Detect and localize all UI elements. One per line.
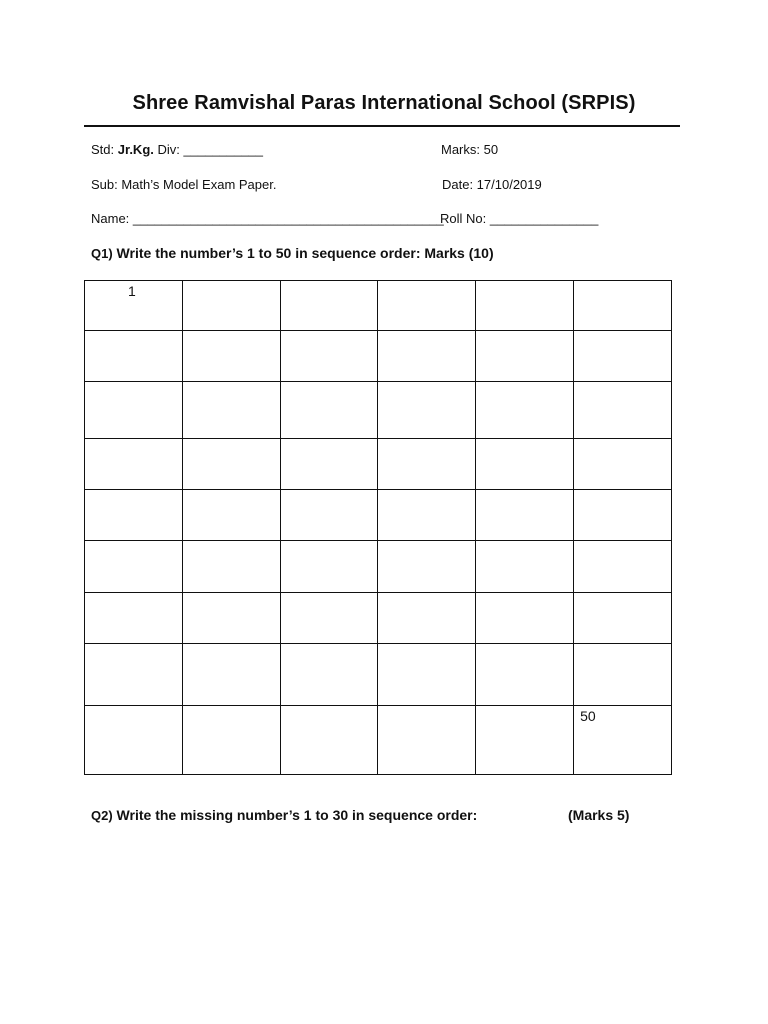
total-marks-field: Marks: 50 <box>441 142 499 157</box>
number-grid <box>84 280 672 775</box>
grid-cell[interactable] <box>280 644 378 706</box>
grid-cell[interactable] <box>182 644 280 706</box>
school-title: Shree Ramvishal Paras International School (SRPIS) <box>132 92 636 114</box>
roll-no-field: Roll No: _______________ <box>440 211 599 226</box>
grid-cell[interactable] <box>85 382 183 439</box>
question-2-number: Q2) <box>91 808 113 823</box>
grid-cell[interactable] <box>476 439 574 490</box>
grid-row <box>85 439 672 490</box>
grid-cell[interactable] <box>476 382 574 439</box>
grid-cell[interactable] <box>182 331 280 382</box>
name-field: Name: ___________________________________________ <box>91 211 444 226</box>
cell-number-first: 1 <box>128 283 136 299</box>
grid-cell[interactable] <box>574 644 672 706</box>
grid-cell[interactable] <box>280 331 378 382</box>
grid-cell[interactable] <box>182 541 280 593</box>
grid-cell[interactable] <box>85 541 183 593</box>
question-1 <box>91 245 494 261</box>
grid-cell[interactable] <box>378 490 476 541</box>
grid-row <box>85 331 672 382</box>
grid-row <box>85 644 672 706</box>
date-field: Date: 17/10/2019 <box>442 177 542 192</box>
grid-row <box>85 382 672 439</box>
question-2-marks: (Marks 5) <box>568 807 630 823</box>
grid-cell[interactable] <box>182 382 280 439</box>
grid-cell[interactable] <box>378 439 476 490</box>
std-label: Std: <box>91 142 118 157</box>
grid-row <box>85 593 672 644</box>
grid-cell[interactable] <box>476 331 574 382</box>
grid-cell-first[interactable] <box>85 281 183 331</box>
grid-cell[interactable] <box>85 439 183 490</box>
div-label: Div: ___________ <box>153 142 264 157</box>
grid-cell[interactable] <box>378 593 476 644</box>
grid-cell[interactable] <box>280 541 378 593</box>
grid-cell[interactable] <box>280 382 378 439</box>
grid-cell[interactable] <box>280 706 378 775</box>
grid-cell[interactable] <box>574 281 672 331</box>
grid-row <box>85 281 672 331</box>
grid-cell[interactable] <box>182 439 280 490</box>
grid-cell[interactable] <box>378 382 476 439</box>
question-1-number: Q1) <box>91 246 113 261</box>
grid-cell[interactable] <box>476 281 574 331</box>
question-2 <box>91 807 477 823</box>
grid-cell[interactable] <box>574 382 672 439</box>
grid-row <box>85 706 672 775</box>
std-value: Jr.Kg. <box>117 142 154 157</box>
grid-cell-last[interactable] <box>574 706 672 775</box>
grid-cell[interactable] <box>85 331 183 382</box>
grid-cell[interactable] <box>182 706 280 775</box>
title-underline <box>84 125 680 127</box>
grid-cell[interactable] <box>476 593 574 644</box>
grid-cell[interactable] <box>280 490 378 541</box>
grid-cell[interactable] <box>85 593 183 644</box>
question-2-text: Write the missing number’s 1 to 30 in sequence order: <box>112 807 478 823</box>
grid-cell[interactable] <box>280 281 378 331</box>
grid-row <box>85 490 672 541</box>
grid-cell[interactable] <box>85 706 183 775</box>
grid-cell[interactable] <box>378 644 476 706</box>
grid-cell[interactable] <box>574 490 672 541</box>
grid-cell[interactable] <box>476 490 574 541</box>
grid-cell[interactable] <box>476 644 574 706</box>
grid-cell[interactable] <box>476 541 574 593</box>
grid-row <box>85 541 672 593</box>
grid-cell[interactable] <box>378 541 476 593</box>
grid-cell[interactable] <box>574 541 672 593</box>
grid-cell[interactable] <box>378 281 476 331</box>
grid-cell[interactable] <box>182 281 280 331</box>
grid-cell[interactable] <box>574 331 672 382</box>
grid-cell[interactable] <box>182 490 280 541</box>
std-div-field <box>91 142 263 157</box>
grid-cell[interactable] <box>85 644 183 706</box>
cell-number-last: 50 <box>580 708 596 724</box>
grid-cell[interactable] <box>182 593 280 644</box>
question-1-text: Write the number’s 1 to 50 in sequence order: Marks (10) <box>112 245 494 261</box>
grid-cell[interactable] <box>378 331 476 382</box>
grid-cell[interactable] <box>280 439 378 490</box>
grid-cell[interactable] <box>280 593 378 644</box>
subject-field: Sub: Math’s Model Exam Paper. <box>91 177 277 192</box>
grid-cell[interactable] <box>476 706 574 775</box>
grid-cell[interactable] <box>574 439 672 490</box>
grid-cell[interactable] <box>574 593 672 644</box>
grid-cell[interactable] <box>85 490 183 541</box>
grid-cell[interactable] <box>378 706 476 775</box>
